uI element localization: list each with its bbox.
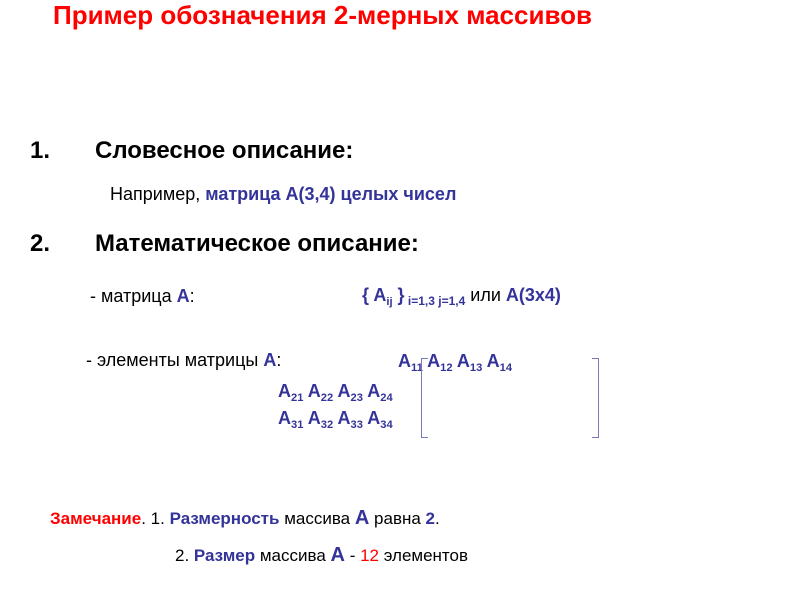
matrix-cell (486, 351, 513, 374)
elements-label-var: А (263, 350, 277, 370)
matrix-index: 22 (320, 391, 334, 404)
matrix-label (90, 286, 195, 307)
matrix-letter: A (367, 381, 381, 401)
matrix-cell (367, 408, 393, 431)
matrix-cell (367, 381, 393, 404)
matrix-letter: A (456, 351, 470, 371)
matrix-notation (362, 285, 561, 309)
example-value: матрица А(3,4) целых чисел (205, 184, 457, 204)
matrix-label-suffix: : (189, 286, 195, 306)
matrix-index: 13 (469, 361, 483, 374)
note-2-value: 12 (360, 546, 379, 565)
matrix-row-2 (278, 381, 393, 402)
section-1-heading: Словесное описание: (95, 137, 354, 164)
matrix-letter: A (278, 381, 291, 401)
note-2-num: 2. (175, 546, 194, 565)
matrix-bracket-right (592, 358, 599, 438)
section-2-heading: Математическое описание: (95, 230, 419, 257)
notation-close: } (392, 285, 405, 305)
matrix-letter: A (278, 408, 291, 428)
note-1-value: 2 (425, 509, 436, 528)
matrix-letter: A (486, 351, 500, 371)
matrix-index: 32 (320, 418, 334, 431)
matrix-index: 31 (291, 418, 304, 431)
note-2-text2: - (344, 546, 361, 565)
matrix-label-prefix: - матрица (90, 286, 177, 306)
note-2-var: А (330, 544, 345, 566)
matrix-letter: A (337, 408, 351, 428)
matrix-cell (427, 351, 453, 374)
note-2-term: Размер (193, 546, 256, 565)
matrix-index: 33 (350, 418, 363, 431)
note-line-2 (175, 544, 468, 567)
notation-sub: ij (386, 295, 393, 308)
note-2-text3: элементов (379, 546, 469, 565)
note-1-text2: равна (369, 509, 426, 528)
example-prefix: Например, (110, 184, 206, 204)
matrix-letter: A (427, 351, 441, 371)
page-title: Пример обозначения 2-мерных массивов (53, 0, 592, 30)
matrix-index: 12 (440, 361, 453, 374)
matrix-index: 34 (380, 418, 393, 431)
note-1-var: А (354, 507, 370, 529)
elements-label-prefix: - элементы матрицы (86, 350, 264, 370)
matrix-letter: A (307, 408, 321, 428)
matrix-letter: A (307, 381, 321, 401)
elements-label (86, 350, 281, 371)
matrix-letter: A (398, 351, 411, 371)
matrix-row-3 (278, 408, 393, 429)
matrix-index: 23 (350, 391, 363, 404)
note-label: Замечание (50, 509, 142, 528)
matrix-letter: A (337, 381, 351, 401)
note-1-num: 1. (150, 509, 170, 528)
elements-label-suffix: : (276, 350, 282, 370)
notation-or: или (465, 285, 506, 305)
note-line-1 (50, 507, 440, 530)
matrix-bracket-left (421, 358, 428, 438)
note-1-text1: массива (279, 509, 355, 528)
matrix-index: 11 (411, 361, 423, 374)
note-label-suffix: . (141, 509, 151, 528)
notation-indices: i=1,3 j=1,4 (404, 294, 466, 309)
note-1-end: . (435, 509, 440, 528)
note-1-term: Размерность (169, 509, 280, 528)
section-1-number: 1. (30, 137, 51, 164)
matrix-index: 14 (499, 361, 513, 374)
matrix-cell (398, 351, 423, 374)
notation-alt: А(3х4) (505, 285, 561, 305)
matrix-index: 24 (380, 391, 393, 404)
matrix-cell (337, 381, 363, 404)
matrix-cell (278, 381, 304, 404)
notation-open: { A (362, 285, 387, 305)
matrix-letter: A (367, 408, 381, 428)
section-1-example (110, 184, 456, 205)
matrix-cell (337, 408, 363, 431)
matrix-row-1 (398, 351, 512, 372)
matrix-cell (456, 351, 483, 374)
note-2-text1: массива (255, 546, 331, 565)
matrix-cell (278, 408, 304, 431)
section-2-number: 2. (30, 230, 51, 257)
matrix-cell (307, 408, 334, 431)
matrix-index: 21 (291, 391, 304, 404)
matrix-label-var: А (176, 286, 190, 306)
matrix-cell (307, 381, 334, 404)
